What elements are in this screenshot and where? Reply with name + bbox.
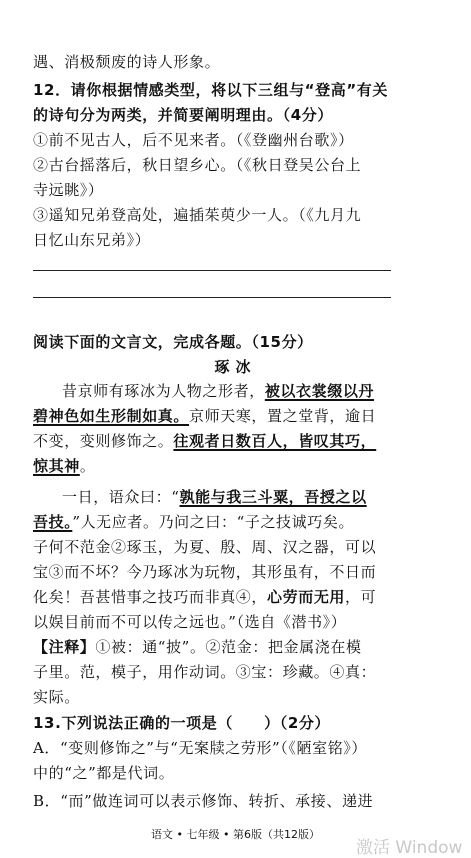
q13-option-a-line2: 中的“之”都是代词。 [33,764,175,782]
passage-title: 琢冰 [214,358,257,376]
notes-label: 【注释】 [33,638,96,656]
passage-p1-line1: 昔京师有琢冰为人物之形者，被以衣裳缀以丹 [62,382,375,400]
notes-line3: 实际。 [33,688,80,706]
passage-p1-line3: 不变，变则修饰之。往观者日数百人，皆叹其巧， [33,432,377,450]
prev-answer-tail: 遇、消极颓废的诗人形象。 [33,53,221,71]
q12-item2-line2: 寺远眺》） [33,181,104,199]
q12-stem-line1: 12．请你根据情感类型，将以下三组与“登高”有关 [33,81,388,99]
passage-intro: 阅读下面的文言文，完成各题。（15分） [33,333,313,351]
q12-stem-line2: 的诗句分为两类，并简要阐明理由。（4分） [33,106,333,124]
passage-p1-line4: 惊其神。 [33,457,96,475]
q12-item1: ①前不见古人，后不见来者。（《登幽州台歌》） [33,131,354,149]
passage-p2-line5: 化矣！吾甚惜事之技巧而非真④，心劳而无用，可 [33,588,377,606]
q13-option-b-line1: B．“而”做连词可以表示修饰、转折、承接、递进 [33,792,374,810]
answer-line-2 [33,297,391,298]
q13-stem: 13.下列说法正确的一项是（ ）（2分） [33,714,331,732]
notes-line1: 【注释】①被：通“披”。②范金：把金属浇在模 [33,638,362,656]
activation-watermark: 激活 Window [356,838,463,858]
answer-line-1 [33,270,391,271]
q13-option-a-line1: A．“变则修饰之”与“无案牍之劳形”（《陋室铭》） [33,739,368,757]
page-footer: 语文 • 七年级 • 第6版（共12版） [151,828,320,841]
notes-line2: 子里。范，模子，用作动词。③宝：珍藏。④真： [33,663,377,681]
passage-p2-line6: 以娱目前而不可以传之远也。”（选自《潜书》） [33,613,347,631]
passage-p2-line2: 吾技。”人无应者。乃问之曰：“子之技诚巧矣。 [33,513,355,531]
q12-item3-line2: 日忆山东兄弟》） [33,231,151,249]
q12-item3-line1: ③遥知兄弟登高处，遍插茱萸少一人。（《九月九 [33,206,362,224]
passage-p2-line1: 一日，语众曰：“孰能与我三斗粟，吾授之以 [62,488,367,506]
passage-p2-line3: 子何不范金②琢玉，为夏、殷、周、汉之器，可以 [33,538,377,556]
passage-p2-line4: 宝③而不坏？今乃琢冰为玩物，其形虽有，不日而 [33,563,377,581]
q12-item2-line1: ②古台摇落后，秋日望乡心。（《秋日登吴公台上 [33,156,362,174]
passage-p1-line2: 碧神色如生形制如真。京师天寒，置之堂背，逾日 [33,407,377,425]
